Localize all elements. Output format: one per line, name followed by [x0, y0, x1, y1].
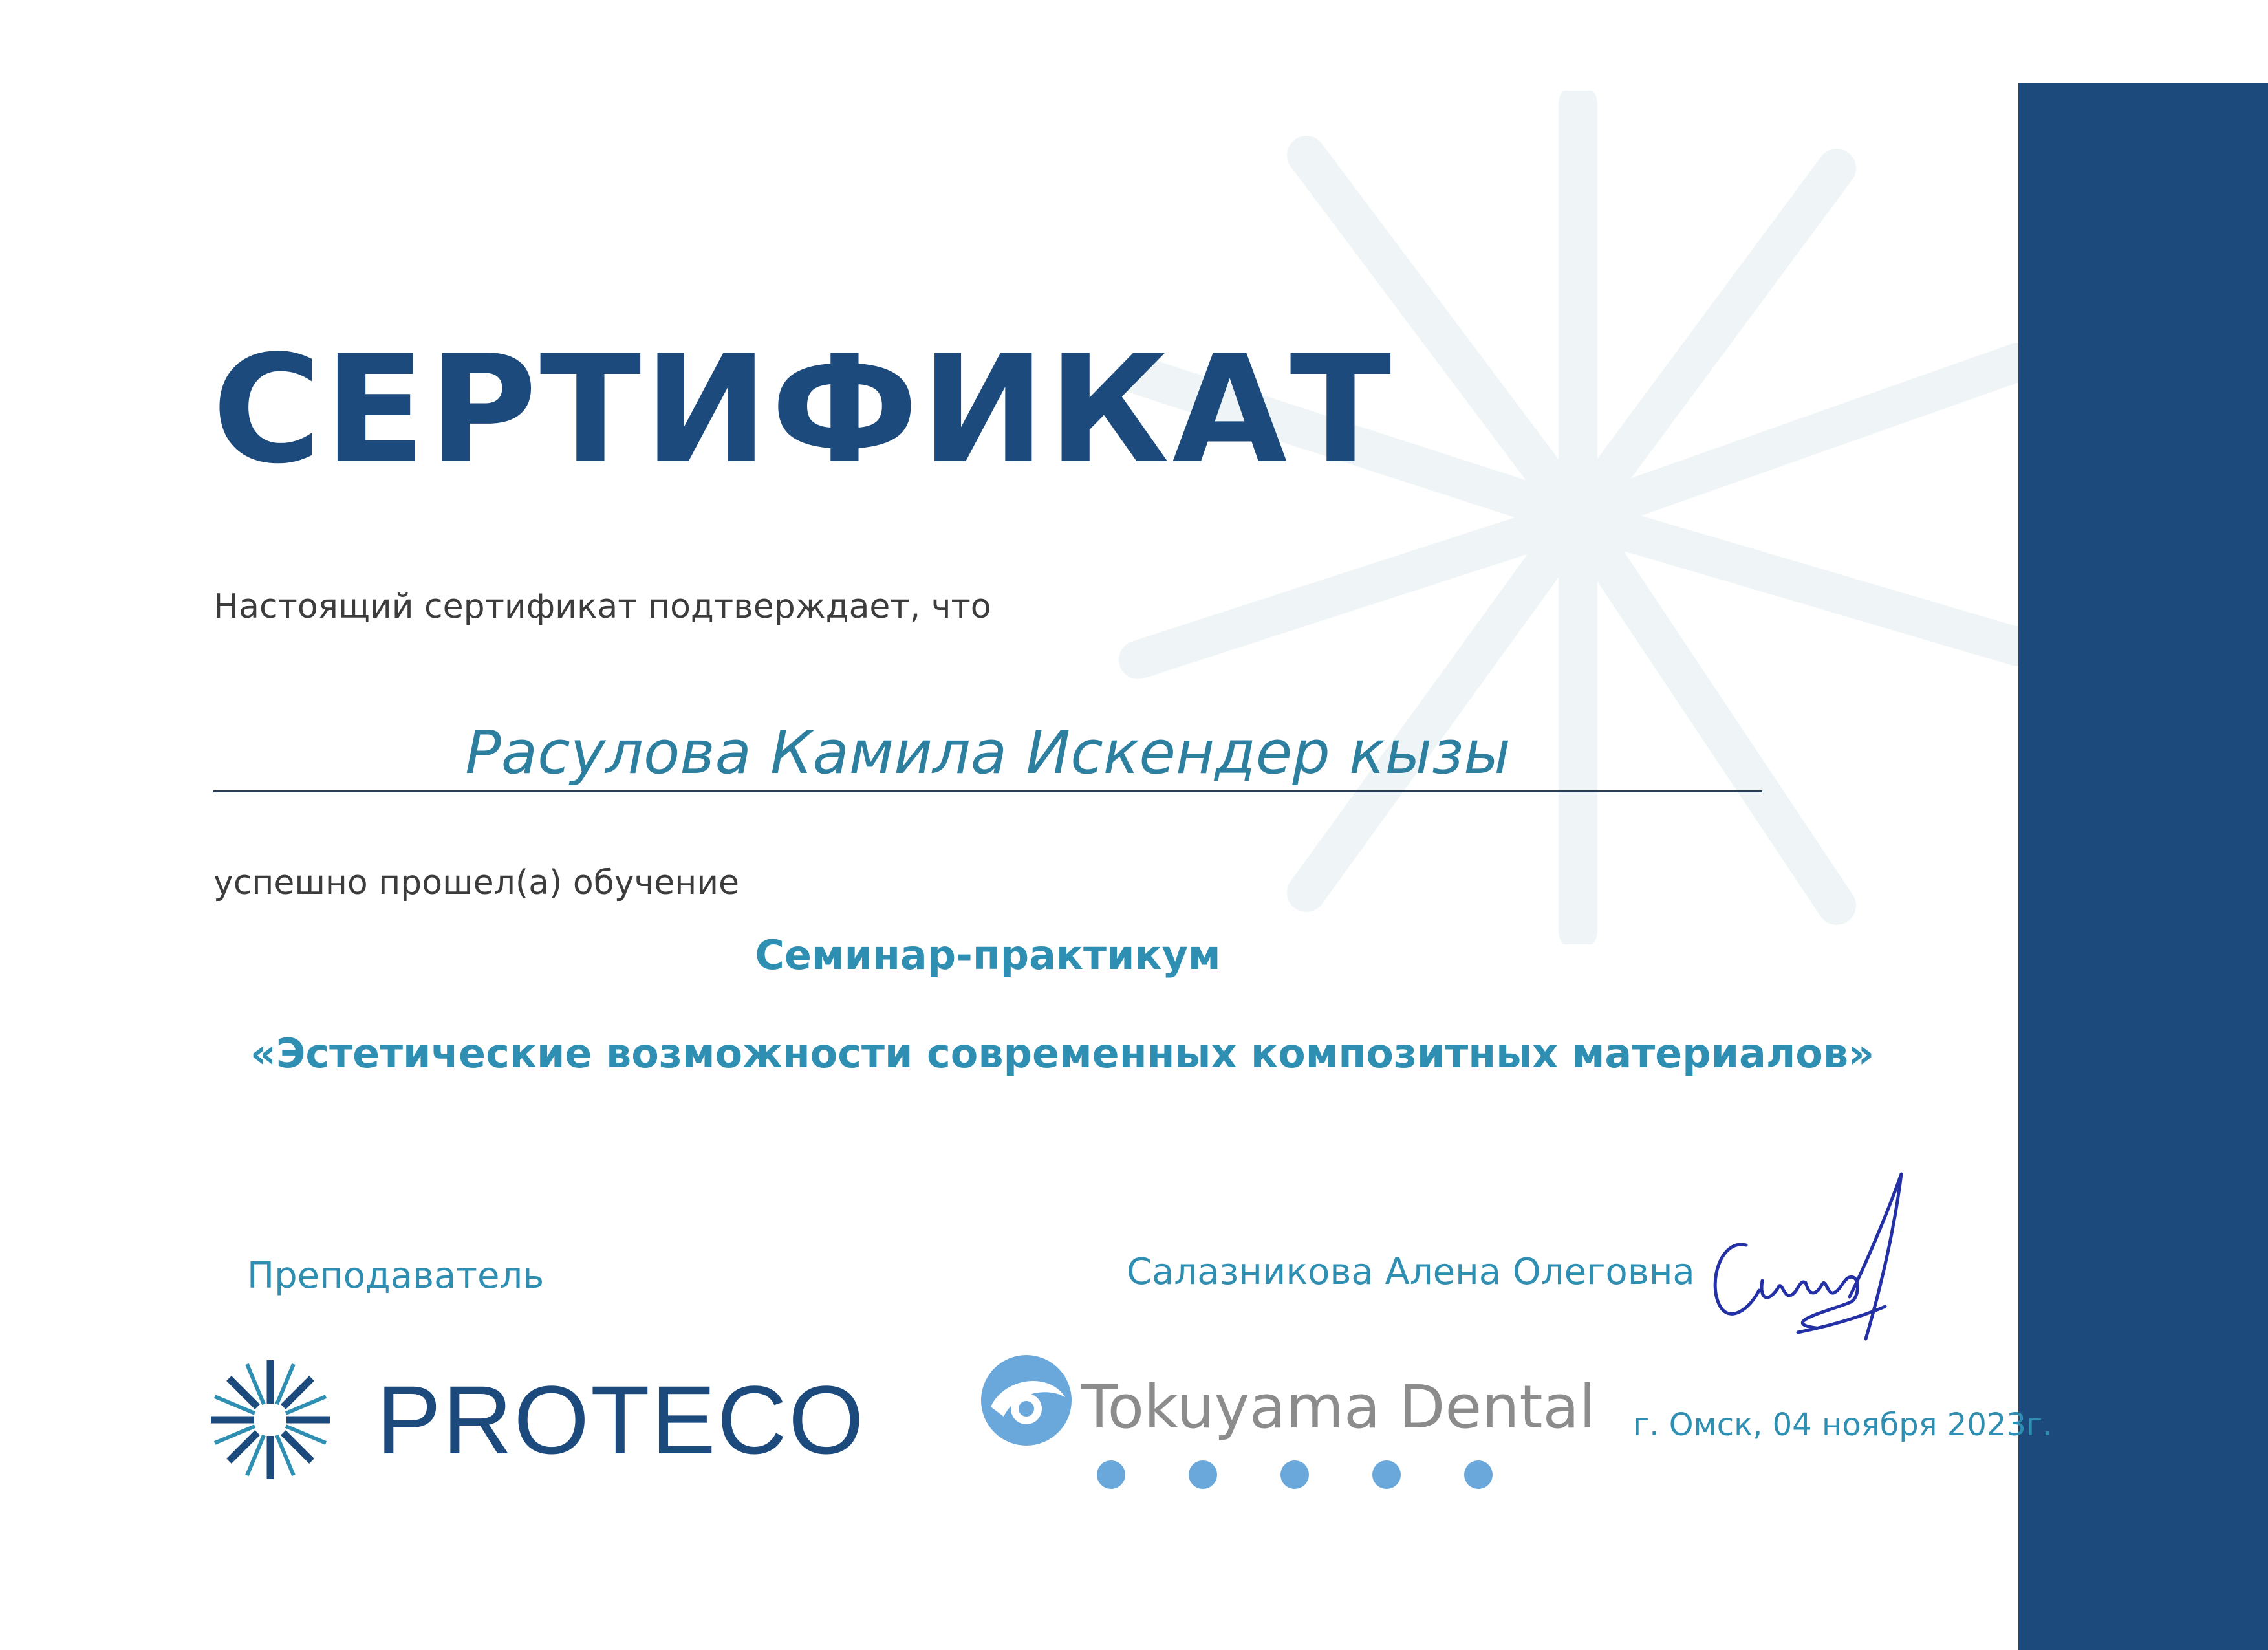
- signature: [1701, 1167, 1921, 1362]
- certificate-title: СЕРТИФИКАТ: [212, 324, 1394, 497]
- tokuyama-dots-decoration: [1095, 1459, 1496, 1491]
- proteco-burst-icon: [206, 1355, 335, 1484]
- recipient-name: Расулова Камила Искендер кызы: [465, 718, 1511, 787]
- name-underline: [213, 790, 1762, 792]
- tokuyama-wave-icon: [978, 1352, 1075, 1449]
- teacher-name: Салазникова Алена Олеговна: [1127, 1251, 1695, 1293]
- side-color-band: [2018, 83, 2268, 1650]
- course-type: Семинар-практикум: [755, 931, 1221, 979]
- course-title: «Эстетические возможности современных композитных материалов»: [250, 1030, 1875, 1077]
- intro-text: Настоящий сертификат подтверждает, что: [213, 587, 991, 626]
- proteco-wordmark: PROTECO: [376, 1365, 865, 1474]
- background-watermark: [1112, 91, 2044, 944]
- completed-text: успешно прошел(а) обучение: [213, 863, 740, 902]
- teacher-label: Преподаватель: [247, 1255, 545, 1297]
- tokuyama-wordmark: Tokuyama Dental: [1081, 1373, 1596, 1442]
- place-and-date: г. Омск, 04 ноября 2023г.: [1633, 1407, 2053, 1443]
